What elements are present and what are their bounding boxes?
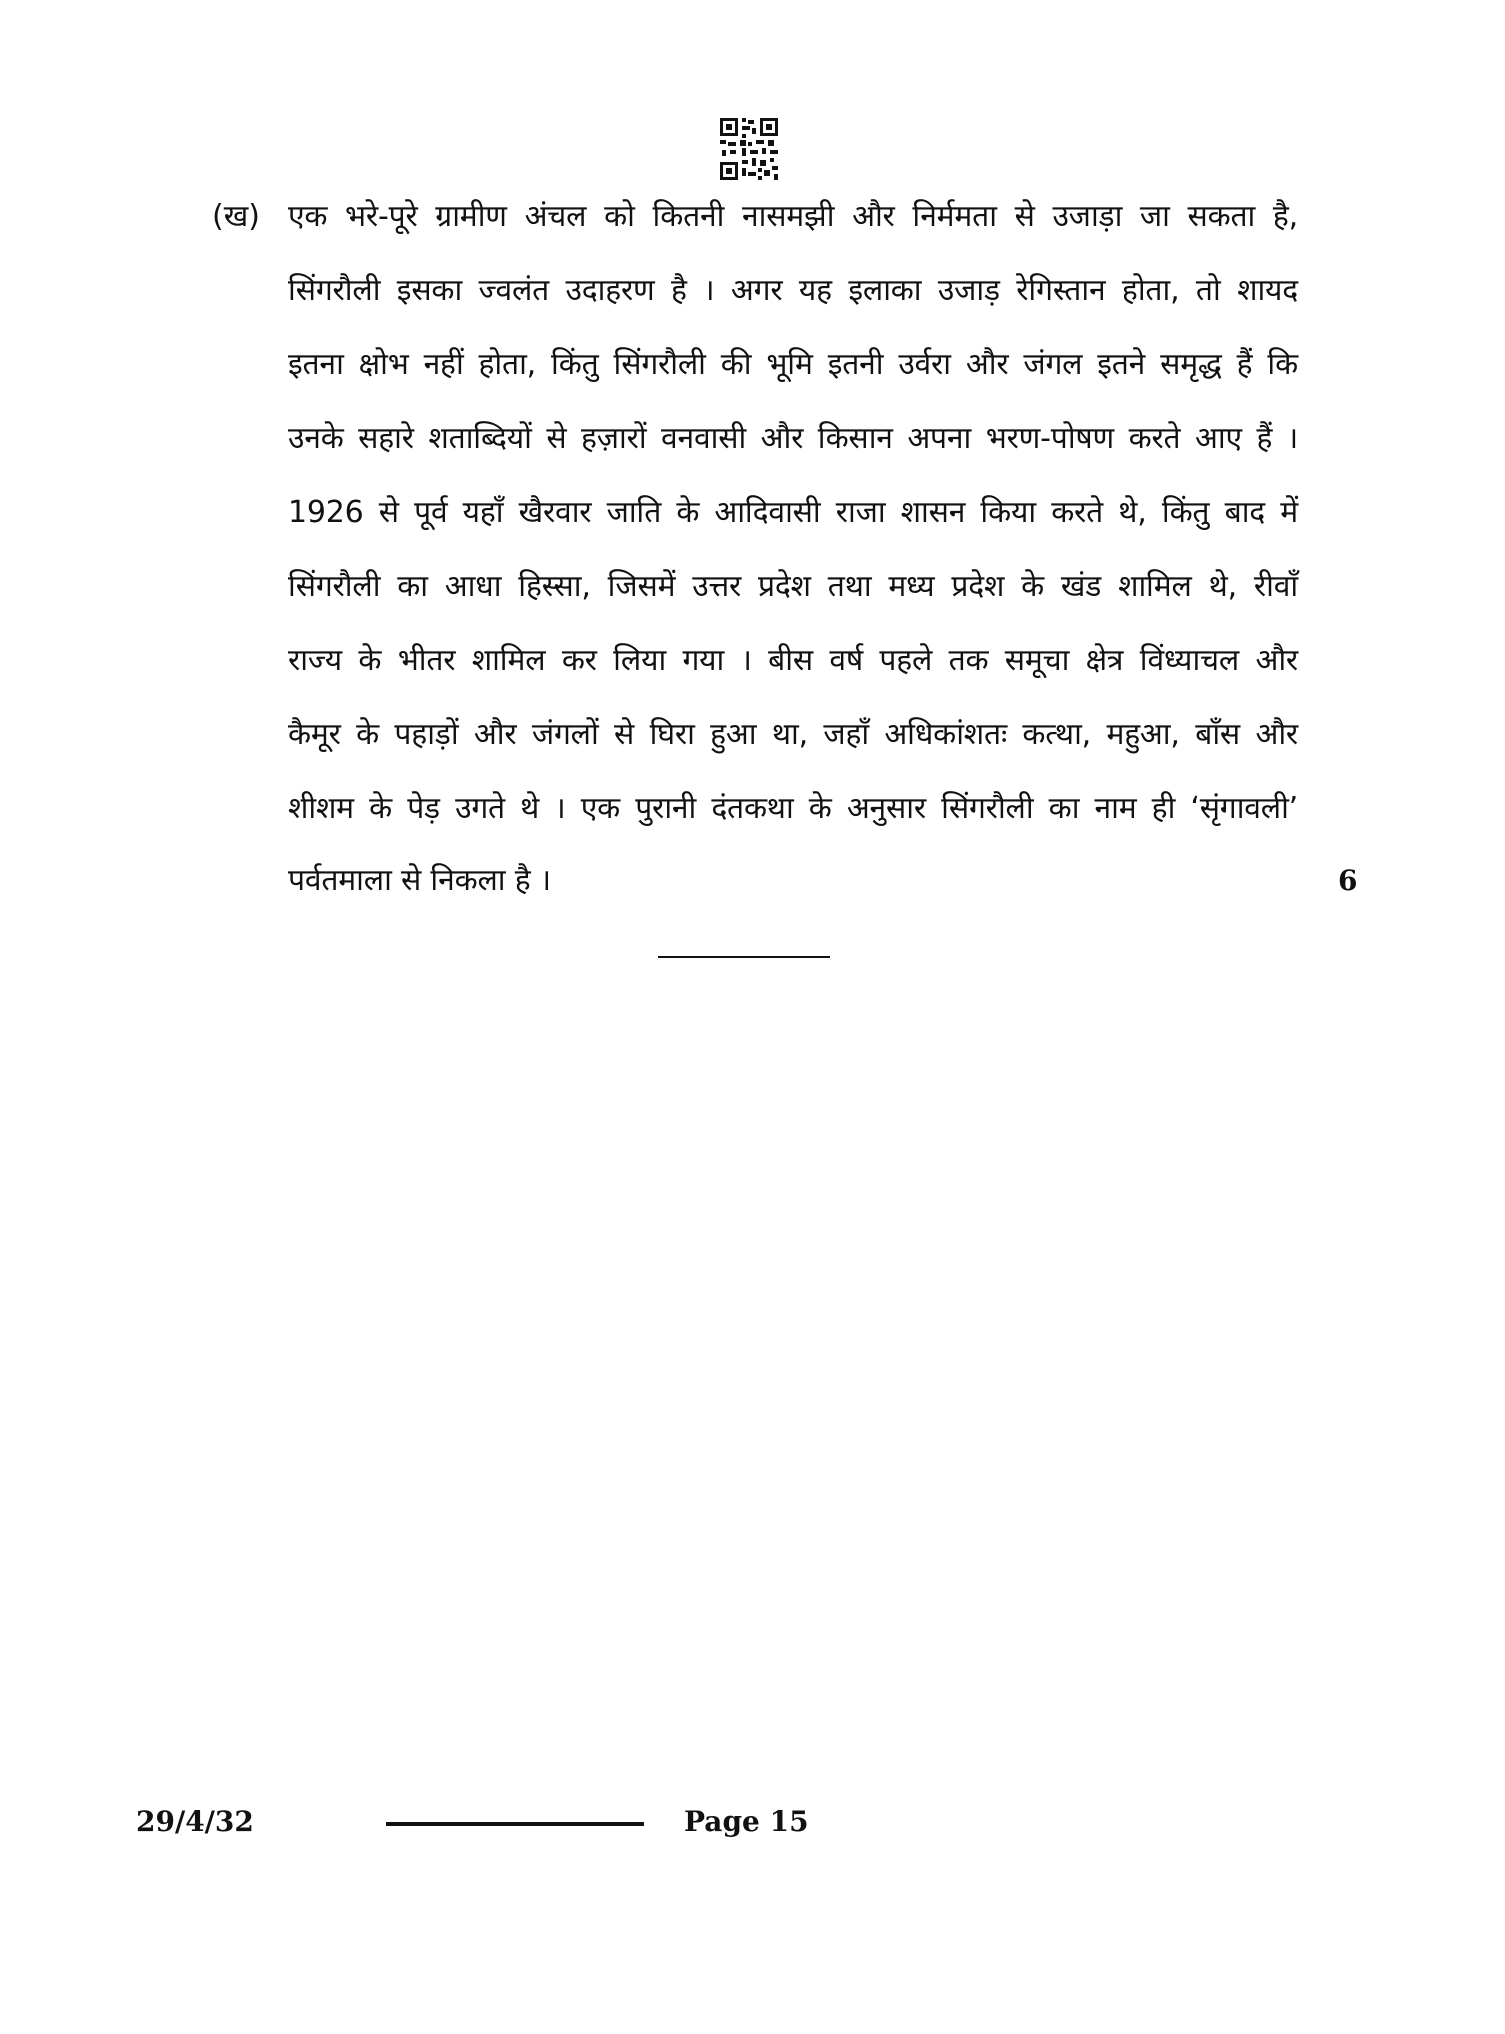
page-number: Page 15 [684, 1805, 809, 1838]
end-of-section-rule [658, 956, 830, 958]
footer-rule [386, 1822, 644, 1826]
passage-line-3: इतना क्षोभ नहीं होता, किंतु सिंगरौली की भूमि इतनी उर्वरा और जंगल इतने समृद्ध हैं कि [288, 347, 1298, 382]
passage-line-4: उनके सहारे शताब्दियों से हज़ारों वनवासी और किसान अपना भरण-पोषण करते आए हैं । [288, 421, 1298, 456]
question-marks: 6 [1338, 864, 1358, 897]
paper-code: 29/4/32 [136, 1805, 254, 1838]
passage-line-2: सिंगरौली इसका ज्वलंत उदाहरण है । अगर यह इलाका उजाड़ रेगिस्तान होता, तो शायद [288, 273, 1298, 308]
question-label: (ख) [212, 199, 260, 234]
passage-line-5: 1926 से पूर्व यहाँ खैरवार जाति के आदिवासी राजा शासन किया करते थे, किंतु बाद में [288, 495, 1298, 530]
passage-line-7: राज्य के भीतर शामिल कर लिया गया । बीस वर्ष पहले तक समूचा क्षेत्र विंध्याचल और [288, 643, 1298, 678]
passage-line-9: शीशम के पेड़ उगते थे । एक पुरानी दंतकथा के अनुसार सिंगरौली का नाम ही ‘सृंगावली’ [288, 791, 1298, 826]
qr-code-icon [718, 116, 780, 182]
passage-line-10: पर्वतमाला से निकला है । [288, 863, 551, 898]
passage-line-8: कैमूर के पहाड़ों और जंगलों से घिरा हुआ था, जहाँ अधिकांशतः कत्था, महुआ, बाँस और [288, 717, 1298, 752]
passage-line-6: सिंगरौली का आधा हिस्सा, जिसमें उत्तर प्रदेश तथा मध्य प्रदेश के खंड शामिल थे, रीवाँ [288, 569, 1298, 604]
passage-line-1: एक भरे-पूरे ग्रामीण अंचल को कितनी नासमझी और निर्ममता से उजाड़ा जा सकता है, [288, 199, 1298, 234]
